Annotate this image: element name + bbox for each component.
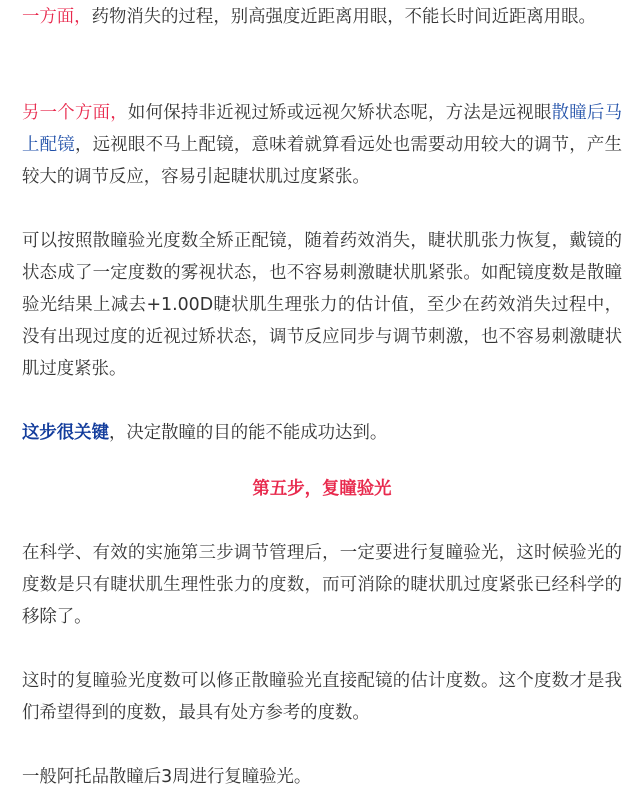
paragraph-key-step <box>22 417 622 449</box>
paragraph-text: 这时的复瞳验光度数可以修正散瞳验光直接配镜的估计度数。这个度数才是我们希望得到的度数，最具有处方参考的度数。 <box>22 671 622 723</box>
paragraph-text: 药物消失的过程，别高强度近距离用眼，不能长时间近距离用眼。 <box>91 7 596 27</box>
section-heading-step-five: 第五步，复瞳验光 <box>252 479 392 499</box>
paragraph-correction <box>22 665 622 729</box>
paragraph-text: 一般阿托品散瞳后3周进行复瞳验光。 <box>22 767 312 787</box>
paragraph-full-correction <box>22 225 622 385</box>
paragraph-one-side <box>22 1 622 33</box>
paragraph-timing <box>22 761 622 793</box>
highlight-other-side: 另一个方面， <box>22 103 128 123</box>
paragraph-text: 在科学、有效的实施第三步调节管理后，一定要进行复瞳验光，这时候验光的度数是只有睫状肌生理性张力的度数，而可消除的睫状肌过度紧张已经科学的移除了。 <box>22 543 622 627</box>
link-dilation-glasses[interactable]: 散瞳后马上配镜 <box>22 103 622 155</box>
paragraph-other-side <box>22 97 622 193</box>
highlight-key-step: 这步很关键 <box>22 423 109 443</box>
paragraph-text: 可以按照散瞳验光度数全矫正配镜，随着药效消失，睫状肌张力恢复，戴镜的状态成了一定度数的雾视状态，也不容易刺激睫状肌紧张。如配镜度数是散瞳验光结果上减去+1.00D睫状肌生理张力的估计值，至少在药效消失过程中，没有出现过度的近视过矫状态，调节反应同步与调节刺激，也不容易刺激睫状肌过度紧张。 <box>22 231 622 379</box>
paragraph-recheck <box>22 537 622 633</box>
highlight-one-side: 一方面， <box>22 7 92 27</box>
paragraph-text: 如何保持非近视过矫或远视欠矫状态呢，方法是远视眼 <box>127 103 552 123</box>
paragraph-text: ，决定散瞳的目的能不能成功达到。 <box>108 423 388 443</box>
paragraph-text: ，远视眼不马上配镜，意味着就算看远处也需要动用较大的调节，产生较大的调节反应，容易引起睫状肌过度紧张。 <box>22 135 622 187</box>
